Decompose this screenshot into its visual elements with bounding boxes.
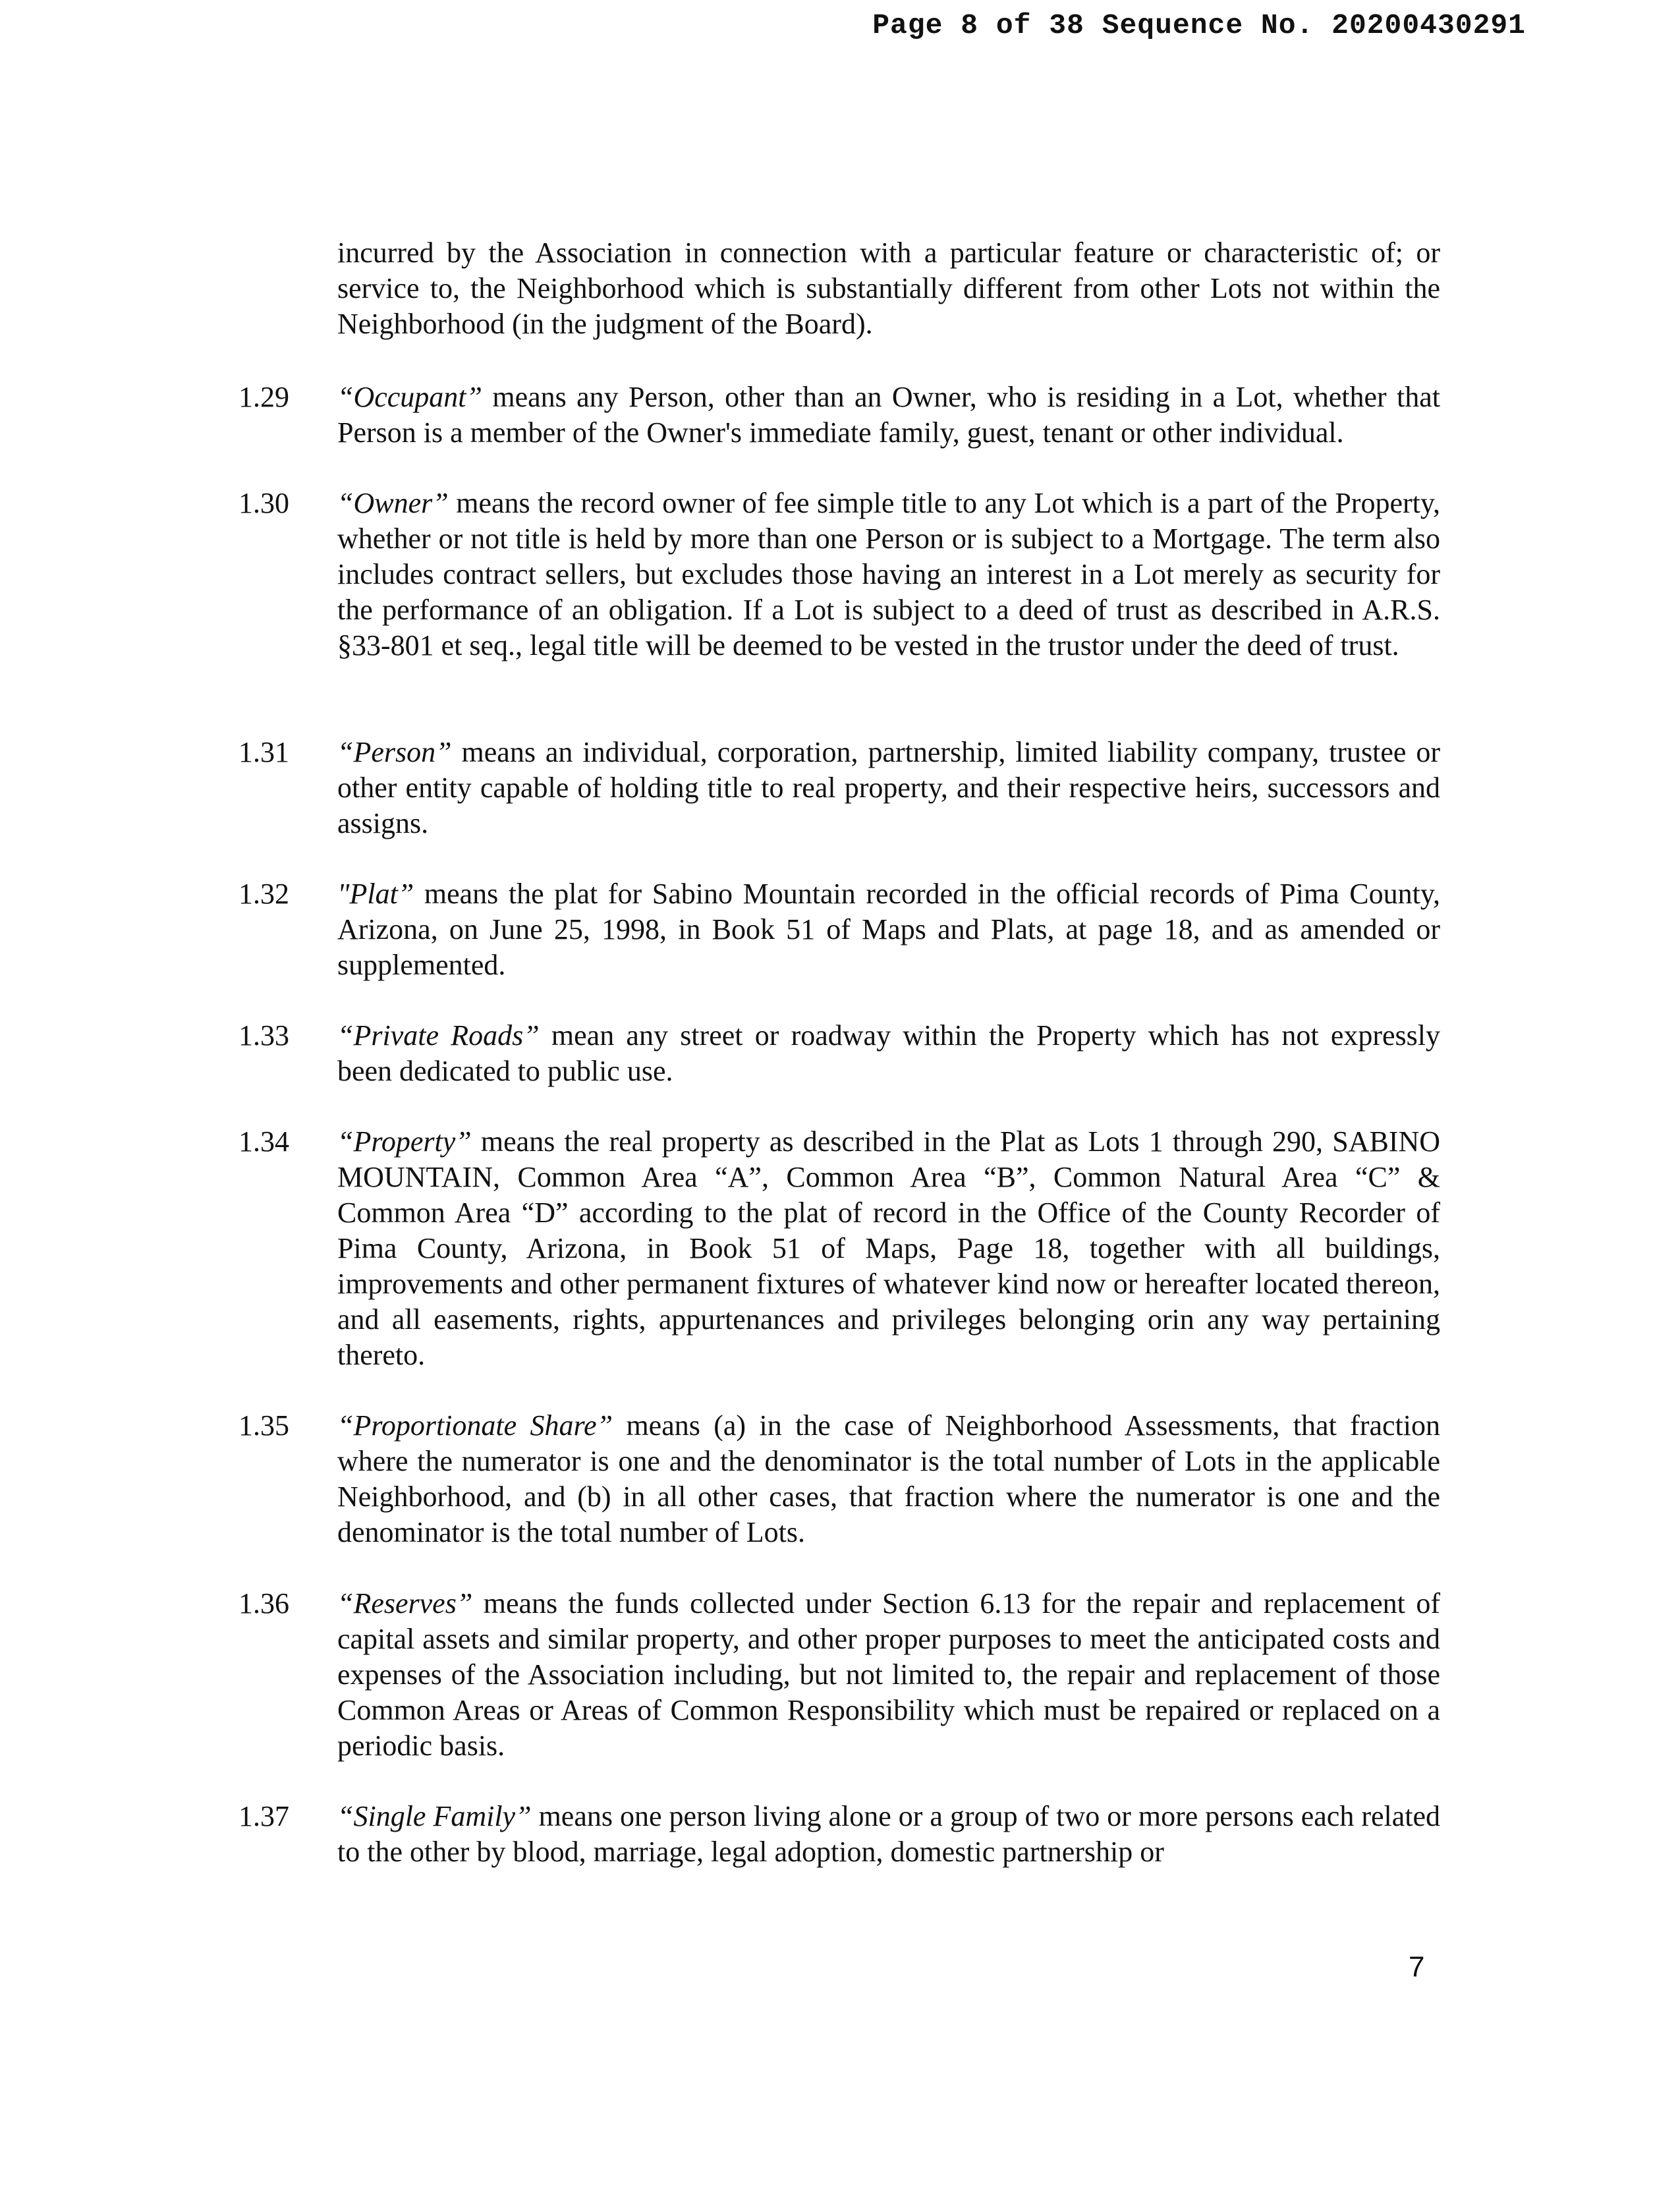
defined-term: “Owner”	[337, 487, 449, 519]
definition-body: means the real property as described in the Plat as Lots 1 through 290, SABINO MOUNTAIN, Common Area “A”, Common Area “B”, Common Natural Area “C” & Common Area “D” according to the plat of record in the Office of the County Recorder of Pima County, Arizona, in Book 51 of Maps, Page 18, together with all buildings, improvements and other permanent fixtures of whatever kind now or hereafter located thereon, and all easements, rights, appurtenances and privileges belonging orin any way pertaining thereto.	[337, 1125, 1440, 1371]
page-number: 7	[1409, 1951, 1425, 1983]
section-1-31	[238, 735, 1440, 841]
continued-paragraph: incurred by the Association in connection with a particular feature or characteristic of; or service to, the Neighborhood which is substantially different from other Lots not within the Neighborhood (in the judgment of the Board).	[337, 237, 1440, 340]
defined-term: “Proportionate Share”	[337, 1409, 613, 1442]
defined-term: “Property”	[337, 1125, 472, 1158]
section-number: 1.36	[238, 1587, 289, 1620]
definition-body: mean any street or roadway within the Property which has not expressly been dedicated to public use.	[337, 1019, 1440, 1087]
defined-term: "Plat”	[337, 878, 414, 910]
definition-body: means the funds collected under Section 6.13 for the repair and replacement of capital assets and similar property, and other proper purposes to meet the anticipated costs and expenses of the Association including, but not limited to, the repair and replacement of those Common Areas or Areas of Common Responsibility which must be repaired or replaced on a periodic basis.	[337, 1587, 1440, 1762]
definition-text	[337, 486, 1440, 663]
definition-text	[337, 1799, 1440, 1870]
definition-text	[337, 380, 1440, 451]
section-number: 1.29	[238, 381, 289, 413]
page-header: Page 8 of 38 Sequence No. 20200430291	[872, 9, 1526, 42]
definition-body: means an individual, corporation, partnership, limited liability company, trustee or other entity capable of holding title to real property, and their respective heirs, successors and assigns.	[337, 736, 1440, 839]
defined-term: “Occupant”	[337, 381, 482, 413]
section-number: 1.37	[238, 1800, 289, 1832]
section-1-37	[238, 1799, 1440, 1870]
definition-body: means one person living alone or a group of two or more persons each related to the other by blood, marriage, legal adoption, domestic partnership or	[337, 1800, 1441, 1868]
section-number: 1.32	[238, 878, 289, 910]
definition-text	[337, 1018, 1440, 1089]
section-1-33	[238, 1018, 1440, 1089]
section-number: 1.35	[238, 1409, 289, 1442]
definition-text	[337, 1586, 1440, 1764]
defined-term: “Private Roads”	[337, 1019, 540, 1052]
definition-body: means the record owner of fee simple title to any Lot which is a part of the Property, whether or not title is held by more than one Person or is subject to a Mortgage. The term also includes contract sellers, but excludes those having an interest in a Lot merely as security for the performance of an obligation. If a Lot is subject to a deed of trust as described in A.R.S. §33-801 et seq., legal title will be deemed to be vested in the trustor under the deed of trust.	[337, 487, 1440, 662]
definition-text	[337, 735, 1440, 841]
section-1-29	[238, 380, 1440, 451]
definition-text	[337, 876, 1440, 983]
definition-body: means the plat for Sabino Mountain recorded in the official records of Pima County, Arizona, on June 25, 1998, in Book 51 of Maps and Plats, at page 18, and as amended or supplemented.	[337, 878, 1440, 981]
definition-text	[337, 1408, 1440, 1550]
section-1-30	[238, 486, 1440, 663]
section-number: 1.30	[238, 487, 289, 519]
defined-term: “Single Family”	[337, 1800, 532, 1832]
section-1-32	[238, 876, 1440, 983]
section-1-36	[238, 1586, 1440, 1764]
section-number: 1.31	[238, 736, 289, 768]
defined-term: “Person”	[337, 736, 452, 768]
definition-body: means (a) in the case of Neighborhood Assessments, that fraction where the numerator is one and the denominator is the total number of Lots in the applicable Neighborhood, and (b) in all other cases, that fraction where the numerator is one and the denominator is the total number of Lots.	[337, 1409, 1440, 1548]
defined-term: “Reserves”	[337, 1587, 473, 1620]
definition-text	[337, 1124, 1440, 1373]
section-1-34	[238, 1124, 1440, 1373]
section-1-35	[238, 1408, 1440, 1550]
section-number: 1.34	[238, 1125, 289, 1158]
section-number: 1.33	[238, 1019, 289, 1052]
definition-body: means any Person, other than an Owner, who is residing in a Lot, whether that Person is a member of the Owner's immediate family, guest, tenant or other individual.	[337, 381, 1440, 449]
